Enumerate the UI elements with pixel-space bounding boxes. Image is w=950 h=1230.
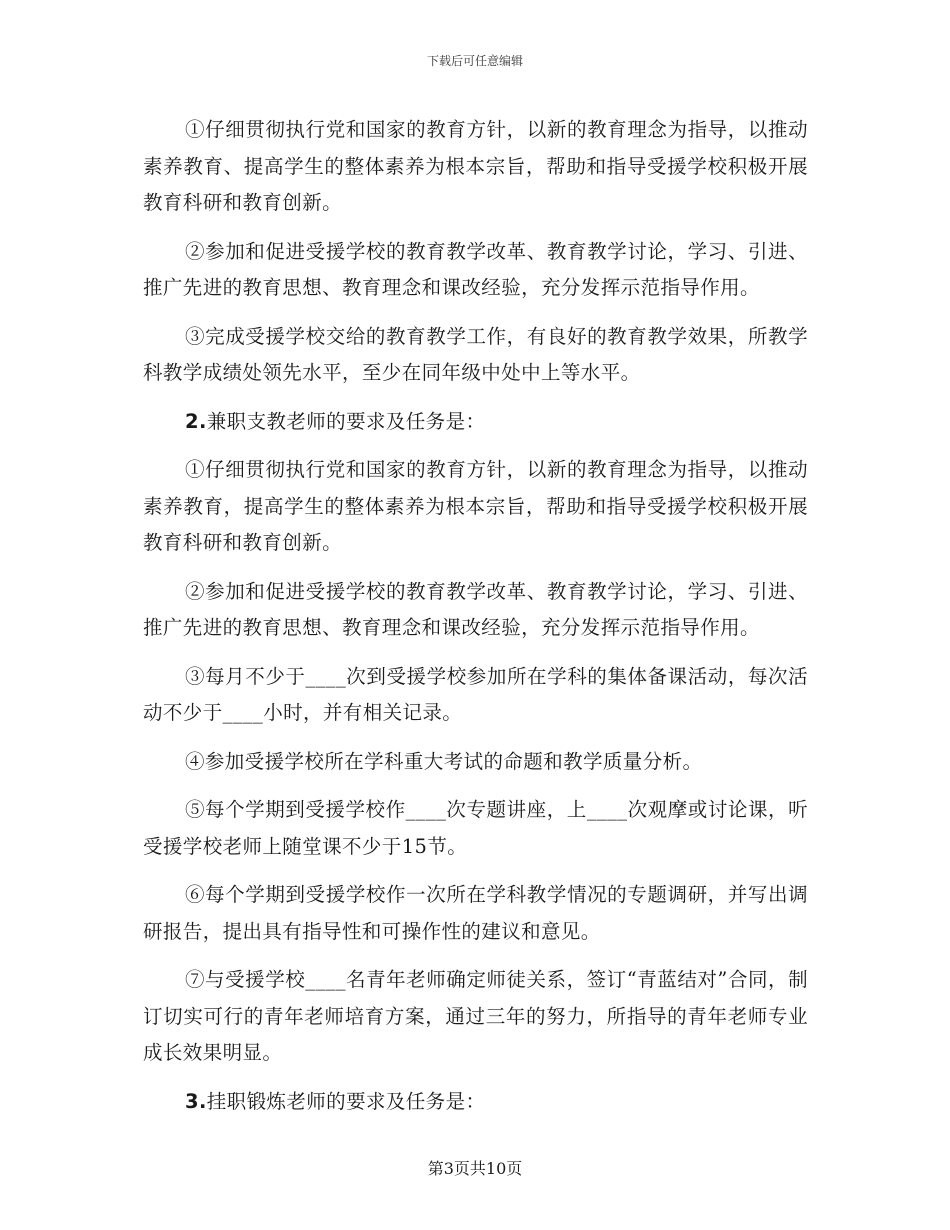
section-heading-2 (143, 404, 808, 441)
page-header: 下载后可任意编辑 (426, 54, 523, 68)
paragraph-8: ④参加受援学校所在学科重大考试的命题和教学质量分析。 (185, 749, 703, 773)
paragraph-5: ①仔细贯彻执行党和国家的教育方针，以新的教育理念为指导，以推动素养教育，提高学生的整体素养为根本宗旨，帮助和指导受援学校积极开展教育科研和教育创新。 (143, 458, 808, 554)
document-body (143, 112, 808, 1132)
paragraph-1: ①仔细贯彻执行党和国家的教育方针，以新的教育理念为指导，以推动素养教育、提高学生的整体素养为根本宗旨，帮助和指导受援学校积极开展教育科研和教育创新。 (143, 118, 808, 214)
paragraph-7: ③每月不少于____次到受援学校参加所在学科的集体备课活动，每次活动不少于____小时，并有相关记录。 (143, 664, 808, 724)
section-number: 2. (185, 409, 207, 433)
section-heading-3 (143, 1084, 808, 1121)
paragraph-9: ⑤每个学期到受援学校作____次专题讲座，上____次观摩或讨论课，听受援学校老师上随堂课不少于15节。 (143, 798, 808, 858)
section-title: 兼职支教老师的要求及任务是： (206, 409, 486, 433)
page-footer: 第3页共10页 (427, 1159, 523, 1178)
paragraph-11: ⑦与受援学校____名青年老师确定师徒关系，签订“青蓝结对”合同，制订切实可行的青年老师培育方案，通过三年的努力，所指导的青年老师专业成长效果明显。 (143, 968, 808, 1064)
paragraph-3: ③完成受援学校交给的教育教学工作，有良好的教育教学效果，所教学科教学成绩处领先水平，至少在同年级中处中上等水平。 (143, 324, 808, 384)
paragraph-6: ②参加和促进受援学校的教育教学改革、教育教学讨论，学习、引进、推广先进的教育思想、教育理念和课改经验，充分发挥示范指导作用。 (143, 579, 808, 639)
section-number: 3. (185, 1089, 207, 1113)
section-title: 挂职锻炼老师的要求及任务是： (206, 1089, 486, 1113)
paragraph-10: ⑥每个学期到受援学校作一次所在学科教学情况的专题调研，并写出调研报告，提出具有指导性和可操作性的建议和意见。 (143, 883, 808, 943)
paragraph-2: ②参加和促进受援学校的教育教学改革、教育教学讨论，学习、引进、推广先进的教育思想、教育理念和课改经验，充分发挥示范指导作用。 (143, 239, 808, 299)
